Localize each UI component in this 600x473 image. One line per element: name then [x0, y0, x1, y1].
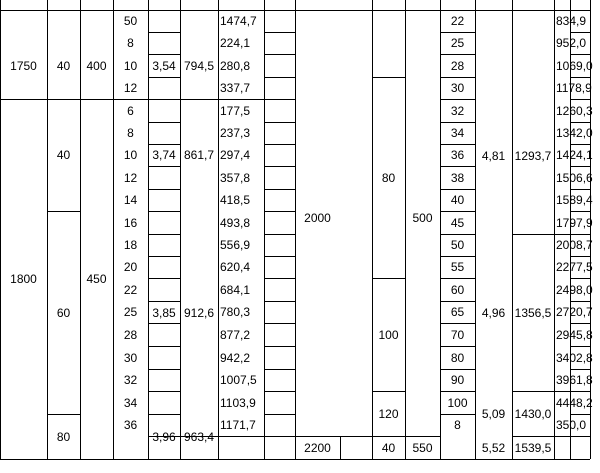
- coef-value: 4,81: [481, 148, 506, 163]
- weight-value: 1069,0: [556, 58, 593, 73]
- weight-value: 493,8: [220, 215, 251, 230]
- weight-value: 337,7: [220, 81, 251, 95]
- weight-value: 2945,8: [556, 327, 593, 342]
- thickness-value: 20: [123, 260, 138, 274]
- weight-value: 1474,7: [220, 14, 257, 28]
- weight-value: 2498,0: [556, 282, 593, 297]
- moment-value: 1293,7: [514, 148, 552, 163]
- thickness-value: 10: [123, 58, 138, 73]
- weight-value: 2277,5: [556, 260, 593, 274]
- thickness-value: 30: [450, 81, 465, 95]
- coef-value: 3,74: [152, 148, 176, 162]
- thickness-value: 60: [450, 282, 465, 297]
- width-value: 1750: [10, 58, 37, 73]
- weight-value: 877,2: [220, 327, 251, 342]
- flange-value: 400: [86, 58, 107, 73]
- height-value: 100: [378, 327, 399, 342]
- weight-value: 834,9: [556, 14, 587, 28]
- weight-value: 3961,8: [556, 373, 593, 387]
- thickness-value: 6: [127, 103, 134, 118]
- moment-value: 1356,5: [514, 305, 552, 320]
- weight-value: 418,5: [220, 193, 251, 207]
- moment-value: 912,6: [183, 305, 215, 320]
- weight-value: 357,8: [220, 170, 251, 185]
- height-value: 80: [56, 429, 71, 444]
- weight-value: 1506,6: [556, 170, 593, 185]
- coef-value: 5,09: [481, 406, 506, 421]
- weight-value: 4448,2: [556, 395, 593, 410]
- weight-value: 942,2: [220, 350, 251, 365]
- thickness-value: 25: [123, 305, 138, 319]
- height-value: 40: [56, 148, 71, 162]
- weight-value: 1171,7: [220, 418, 256, 432]
- thickness-value: 90: [450, 373, 465, 387]
- weight-value: 1103,9: [220, 395, 256, 410]
- weight-value: 1424,1: [556, 148, 593, 162]
- thickness-value: 18: [123, 238, 138, 252]
- thickness-value: 40: [450, 193, 465, 207]
- weight-value: 1797,9: [556, 215, 593, 230]
- weight-value: 280,8: [220, 58, 251, 73]
- moment-value: 1430,0: [514, 406, 552, 421]
- thickness-value: 36: [450, 148, 465, 162]
- thickness-value: 8: [127, 126, 134, 140]
- moment-value: 794,5: [183, 58, 215, 73]
- thickness-value: 25: [450, 36, 465, 50]
- weight-value: 297,4: [220, 148, 251, 162]
- weight-value: 684,1: [220, 282, 251, 297]
- moment-value: 963,4: [183, 429, 215, 444]
- thickness-value: 32: [450, 103, 465, 118]
- thickness-value: 22: [450, 14, 465, 28]
- thickness-value: 10: [123, 148, 138, 162]
- thickness-value: 80: [450, 350, 465, 365]
- thickness-value: 65: [450, 305, 465, 319]
- moment-value: 861,7: [183, 148, 215, 162]
- thickness-value: 45: [450, 215, 465, 230]
- coef-value: 3,85: [152, 305, 176, 320]
- flange-value: 550: [412, 440, 433, 455]
- flange-value: 450: [86, 272, 107, 286]
- height-value: 120: [378, 406, 399, 421]
- thickness-value: 50: [123, 14, 138, 28]
- weight-value: 1007,5: [220, 373, 257, 387]
- weight-value: 2720,7: [556, 305, 593, 319]
- height-value: 40: [56, 58, 71, 73]
- weight-value: 3402,8: [556, 350, 593, 365]
- thickness-value: 22: [123, 282, 138, 297]
- height-value: 60: [56, 305, 71, 320]
- thickness-value: 55: [450, 260, 465, 274]
- thickness-value: 70: [450, 327, 465, 342]
- weight-value: 1260,3: [556, 103, 593, 118]
- thickness-value: 28: [450, 58, 465, 73]
- thickness-value: 50: [450, 238, 465, 252]
- thickness-value: 8: [127, 36, 134, 50]
- thickness-value: 38: [450, 170, 465, 185]
- weight-value: 350,0: [556, 418, 587, 432]
- weight-value: 177,5: [220, 103, 251, 118]
- height-value: 80: [381, 170, 396, 185]
- thickness-value: 12: [123, 81, 138, 95]
- coef-value: 3,96: [152, 429, 176, 444]
- weight-value: 620,4: [220, 260, 251, 274]
- weight-value: 1589,4: [556, 193, 593, 207]
- thickness-value: 36: [123, 418, 138, 432]
- thickness-value: 100: [447, 395, 468, 410]
- thickness-value: 34: [450, 126, 465, 140]
- width-value: 2200: [304, 440, 331, 455]
- thickness-value: 34: [123, 395, 138, 410]
- thickness-value: 28: [123, 327, 138, 342]
- flange-value: 500: [412, 211, 433, 225]
- coef-value: 5,52: [481, 440, 506, 455]
- weight-value: 224,1: [220, 36, 251, 50]
- weight-value: 952,0: [556, 36, 587, 50]
- thickness-value: 12: [123, 170, 138, 185]
- width-value: 1800: [10, 272, 37, 286]
- weight-value: 1178,9: [556, 81, 592, 95]
- weight-value: 2008,7: [556, 238, 593, 252]
- weight-value: 780,3: [220, 305, 251, 319]
- weight-value: 1342,0: [556, 126, 593, 140]
- weight-value: 237,3: [220, 126, 251, 140]
- thickness-value: 14: [123, 193, 138, 207]
- moment-value: 1539,5: [514, 440, 552, 455]
- thickness-value: 30: [123, 350, 138, 365]
- thickness-value: 16: [123, 215, 138, 230]
- width-value: 2000: [304, 211, 331, 225]
- weight-value: 556,9: [220, 238, 251, 252]
- thickness-value: 8: [454, 418, 461, 432]
- height-value: 40: [381, 440, 396, 455]
- coef-value: 4,96: [481, 305, 506, 320]
- coef-value: 3,54: [152, 58, 176, 73]
- thickness-value: 32: [123, 373, 138, 387]
